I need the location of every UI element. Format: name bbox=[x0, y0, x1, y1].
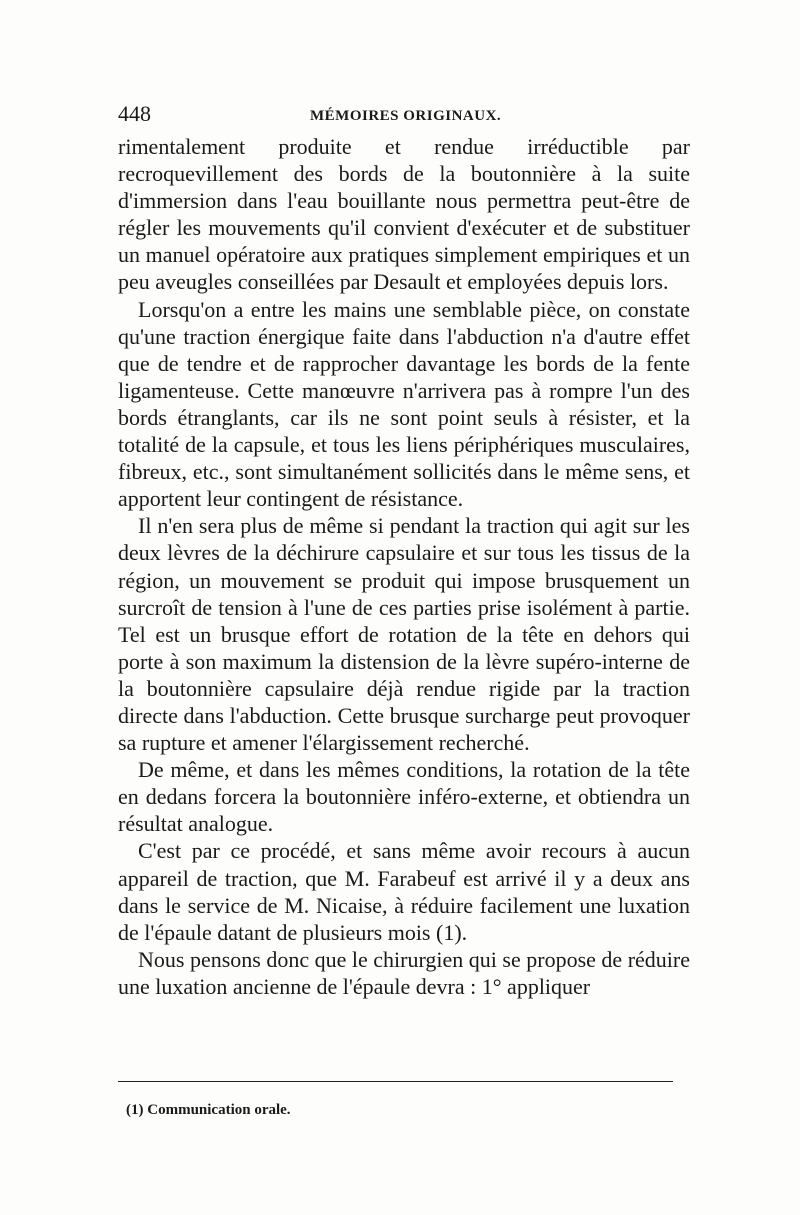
paragraph: De même, et dans les mêmes conditions, la rotation de la tête en dedans forcera la boutonnière inféro-externe, et obtiendra un résultat analogue. bbox=[118, 757, 690, 837]
running-head bbox=[118, 100, 690, 128]
running-head-title: MÉMOIRES ORIGINAUX. bbox=[310, 108, 502, 124]
footnote: (1) Communication orale. bbox=[126, 1102, 291, 1118]
body-text bbox=[118, 133, 690, 1000]
paragraph-continuation: rimentalement produite et rendue irréductible par recroquevillement des bords de la boutonnière à la suite d'immersion dans l'eau bouillante nous permettra peut-être de régler les mouvements qu'il convient d'exécuter et de substituer un manuel opératoire aux pratiques simplement empiriques et un peu aveugles conseillées par Desault et employées depuis lors. bbox=[118, 134, 690, 295]
paragraph: C'est par ce procédé, et sans même avoir recours à aucun appareil de traction, que M. Farabeuf est arrivé il y a deux ans dans le service de M. Nicaise, à réduire facilement une luxation de l'épaule datant de plusieurs mois (1). bbox=[118, 838, 690, 945]
paragraph: Nous pensons donc que le chirurgien qui se propose de réduire une luxation ancienne de l'épaule devra : 1° appliquer bbox=[118, 946, 690, 999]
paragraph: Il n'en sera plus de même si pendant la traction qui agit sur les deux lèvres de la déchirure capsulaire et sur tous les tissus de la région, un mouvement se produit qui impose brusquement un surcroît de tension à l'une de ces parties prise isolément à partie. Tel est un brusque effort de rotation de la tête en dehors qui porte à son maximum la distension de la lèvre supéro-interne de la boutonnière capsulaire déjà rendue rigide par la traction directe dans l'abduction. Cette brusque surcharge peut provoquer sa rupture et amener l'élargissement recherché. bbox=[118, 513, 690, 756]
paragraph: Lorsqu'on a entre les mains une semblable pièce, on constate qu'une traction énergique faite dans l'abduction n'a d'autre effet que de tendre et de rapprocher davantage les bords de la fente ligamenteuse. Cette manœuvre n'arrivera pas à rompre l'un des bords étranglants, car ils ne sont point seuls à résister, et la totalité de la capsule, et tous les liens périphériques musculaires, fibreux, etc., sont simultanément sollicités dans le même sens, et apportent leur contingent de résistance. bbox=[118, 296, 690, 512]
page-number: 448 bbox=[118, 101, 151, 126]
footnote-divider bbox=[118, 1081, 673, 1082]
